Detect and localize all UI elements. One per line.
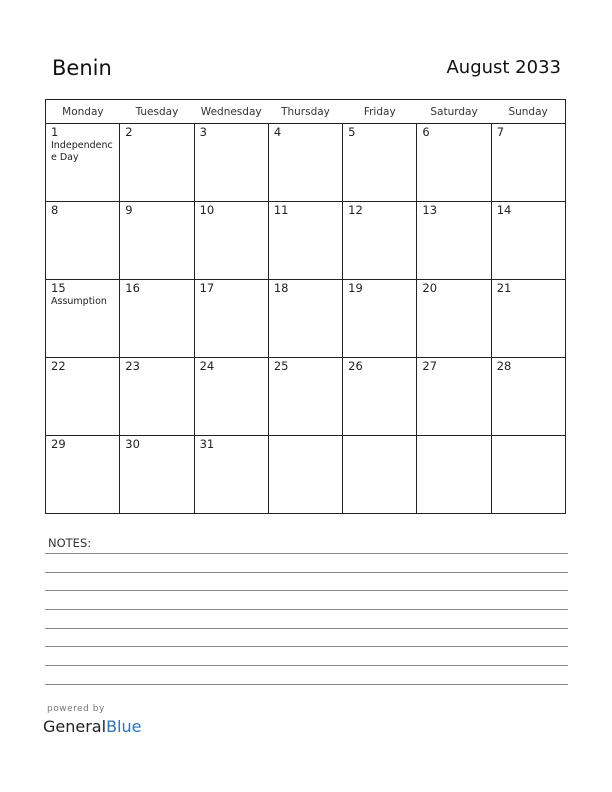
day-cell: [194, 124, 268, 202]
day-cell: [120, 280, 194, 358]
day-cell: [491, 202, 565, 280]
day-cell: [46, 436, 120, 514]
day-cell: [268, 202, 342, 280]
day-cell: [417, 436, 491, 514]
day-cell: [491, 124, 565, 202]
calendar-grid: [45, 99, 566, 514]
note-line: [45, 646, 568, 647]
day-number: 12: [348, 203, 363, 217]
day-cell: [491, 358, 565, 436]
weekday-label: Thursday: [268, 100, 342, 124]
country-title: Benin: [52, 56, 112, 80]
day-cell: [194, 280, 268, 358]
day-number: 24: [199, 359, 215, 373]
day-cell: [46, 280, 120, 358]
day-cell: [417, 124, 491, 202]
day-cell: [343, 436, 417, 514]
brand-blue-text: Blue: [106, 717, 142, 736]
day-number: 13: [422, 203, 438, 217]
week-row: [46, 280, 566, 358]
day-number: 9: [125, 203, 133, 217]
weekday-header-row: [46, 100, 566, 124]
day-cell: [343, 124, 417, 202]
day-cell: [46, 358, 120, 436]
day-cell: [194, 436, 268, 514]
note-line: [45, 665, 568, 666]
day-cell: [491, 280, 565, 358]
day-number: 11: [273, 203, 289, 217]
day-number: 7: [496, 125, 505, 139]
day-cell: [343, 202, 417, 280]
weekday-label: Monday: [46, 100, 120, 124]
day-cell: [343, 358, 417, 436]
note-line: [45, 572, 568, 573]
weekday-label: Saturday: [417, 100, 491, 124]
day-cell: [194, 202, 268, 280]
day-cell: [417, 280, 491, 358]
note-line: [45, 684, 568, 685]
week-row: [46, 124, 566, 202]
day-cell: [268, 280, 342, 358]
note-line: [45, 553, 568, 554]
day-number: 19: [348, 281, 363, 295]
day-cell: [46, 202, 120, 280]
week-row: [46, 436, 566, 514]
day-number: 21: [496, 281, 512, 295]
day-cell: [120, 202, 194, 280]
day-number: 8: [51, 203, 59, 217]
day-number: 16: [125, 281, 140, 295]
weekday-label: Friday: [343, 100, 417, 124]
holiday-label: Assumption: [51, 296, 107, 307]
holiday-label: Independence Day: [51, 140, 113, 163]
day-number: 15: [51, 281, 66, 295]
weekday-label: Tuesday: [120, 100, 194, 124]
month-year-title: August 2033: [446, 57, 561, 78]
day-cell: [46, 124, 120, 202]
day-number: 30: [125, 437, 140, 451]
weekday-label: Sunday: [491, 100, 565, 124]
day-number: 3: [199, 125, 207, 139]
day-cell: [343, 280, 417, 358]
day-number: 22: [51, 359, 66, 373]
day-number: 29: [51, 437, 66, 451]
day-number: 18: [273, 281, 289, 295]
day-number: 1: [51, 125, 59, 139]
day-number: 10: [199, 203, 215, 217]
day-number: 26: [348, 359, 363, 373]
notes-label: NOTES:: [48, 536, 92, 550]
brand-general-text: General: [43, 717, 107, 736]
day-cell: [120, 436, 194, 514]
powered-by-text: powered by: [47, 704, 105, 714]
note-line: [45, 628, 568, 629]
day-number: 5: [348, 125, 356, 139]
day-cell: [268, 124, 342, 202]
day-number: 4: [273, 125, 282, 139]
day-cell: [194, 358, 268, 436]
day-cell: [268, 358, 342, 436]
day-number: 28: [496, 359, 512, 373]
day-number: 6: [422, 125, 430, 139]
generalblue-logo[interactable]: [43, 717, 141, 736]
day-number: 23: [125, 359, 140, 373]
day-number: 17: [199, 281, 215, 295]
day-number: 31: [199, 437, 215, 451]
day-cell: [120, 358, 194, 436]
weekday-label: Wednesday: [194, 100, 268, 124]
note-line: [45, 590, 568, 591]
day-number: 25: [273, 359, 289, 373]
day-number: 27: [422, 359, 438, 373]
day-number: 2: [125, 125, 133, 139]
day-cell: [417, 358, 491, 436]
note-line: [45, 609, 568, 610]
day-cell: [120, 124, 194, 202]
day-cell: [417, 202, 491, 280]
day-cell: [268, 436, 342, 514]
day-cell: [491, 436, 565, 514]
day-number: 14: [496, 203, 512, 217]
day-number: 20: [422, 281, 438, 295]
week-row: [46, 202, 566, 280]
week-row: [46, 358, 566, 436]
